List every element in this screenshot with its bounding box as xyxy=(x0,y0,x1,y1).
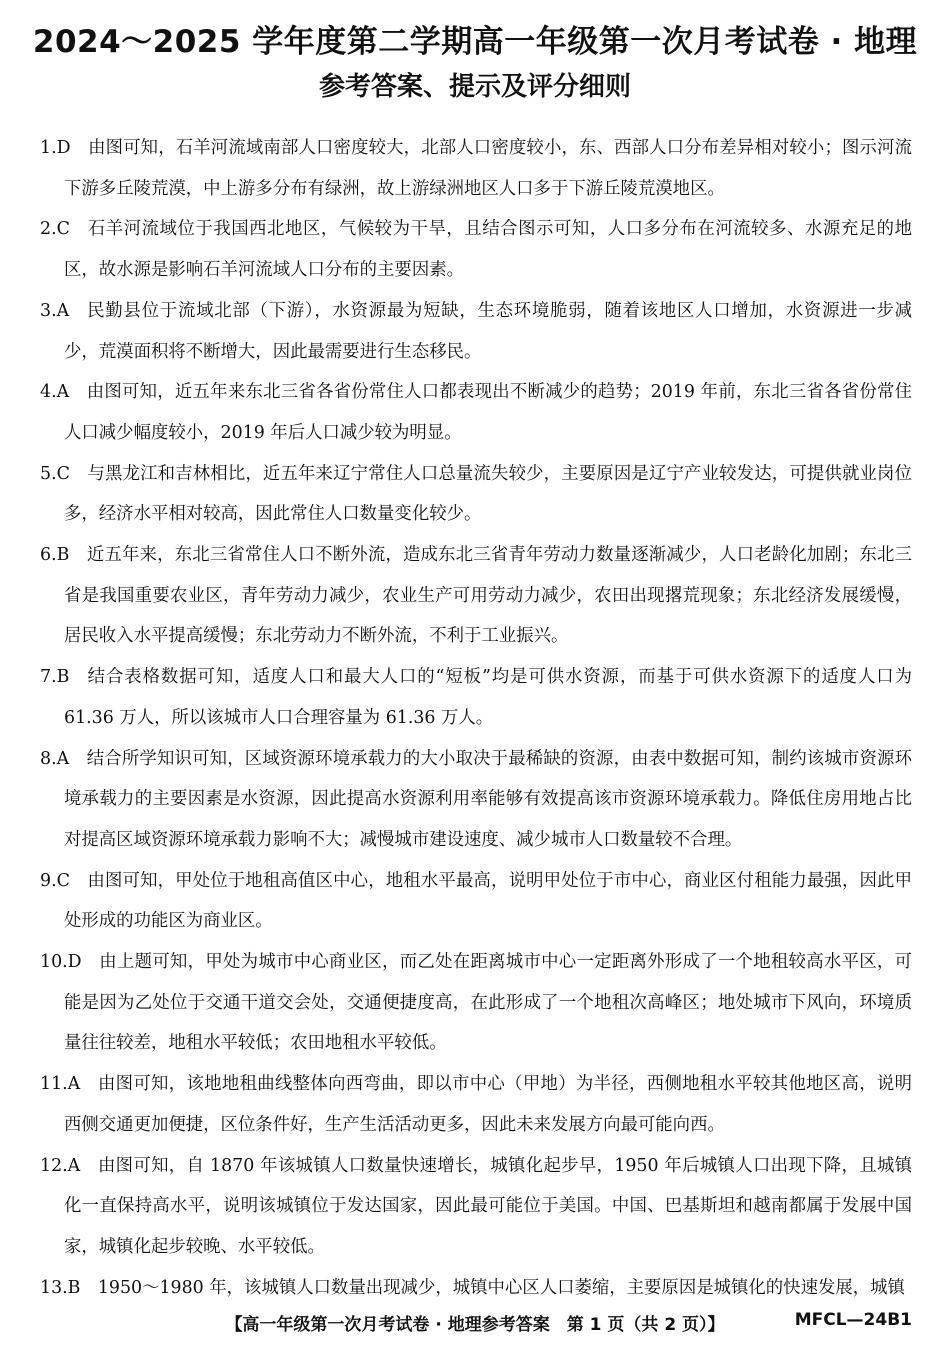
answer-list xyxy=(40,128,912,1308)
answer-item xyxy=(40,372,912,453)
answer-item xyxy=(40,209,912,290)
answer-item xyxy=(40,291,912,372)
answer-explanation: 由图可知，石羊河流域南部人口密度较大，北部人口密度较小，东、西部人口分布差异相对较小；图示河流下游多丘陵荒漠，中上游多分布有绿洲，故上游绿洲地区人口多于下游丘陵荒漠地区。 xyxy=(64,138,912,199)
answer-choice: A xyxy=(56,382,70,403)
answer-number: 4. xyxy=(40,382,57,403)
answer-number: 3. xyxy=(40,300,57,321)
answer-item xyxy=(40,1146,912,1268)
answer-choice: B xyxy=(56,545,70,566)
answer-number: 6. xyxy=(40,545,57,566)
answer-explanation: 石羊河流域位于我国西北地区，气候较为干旱，且结合图示可知，人口多分布在河流较多、水源充足的地区，故水源是影响石羊河流域人口分布的主要因素。 xyxy=(64,219,912,281)
answer-explanation: 1950～1980 年，该城镇人口数量出现减少，城镇中心区人口萎缩，主要原因是城镇化的快速发展，城镇 xyxy=(97,1277,905,1298)
answer-number: 7. xyxy=(40,667,57,688)
answer-explanation: 近五年来，东北三省常住人口不断外流，造成东北三省青年劳动力数量逐渐减少，人口老龄化加剧；东北三省是我国重要农业区，青年劳动力减少，农业生产可用劳动力减少，农田出现撂荒现象；东北经济发展缓慢，居民收入水平提高缓慢；东北劳动力不断外流，不利于工业振兴。 xyxy=(64,545,912,647)
answer-item xyxy=(40,1064,912,1145)
answer-number: 11. xyxy=(40,1074,68,1095)
page-title: 2024～2025 学年度第二学期高一年级第一次月考试卷 · 地理 xyxy=(32,24,918,60)
footer-code: MFCL—24B1 xyxy=(794,1310,912,1330)
answer-explanation: 由图可知，近五年来东北三省各省份常住人口都表现出不断减少的趋势；2019 年前，东北三省各省份常住人口减少幅度较小，2019 年后人口减少较为明显。 xyxy=(64,382,912,443)
answer-choice: A xyxy=(56,300,70,321)
answer-number: 9. xyxy=(40,870,57,891)
answer-number: 8. xyxy=(40,748,57,769)
answer-number: 5. xyxy=(40,463,57,484)
answer-number: 12. xyxy=(40,1155,68,1176)
answer-explanation: 由图可知，甲处位于地租高值区中心，地租水平最高，说明甲处位于市中心，商业区付租能力最强，因此甲处形成的功能区为商业区。 xyxy=(64,870,912,932)
answer-number: 2. xyxy=(40,219,57,240)
answer-choice: A xyxy=(67,1074,81,1095)
answer-item xyxy=(40,657,912,738)
page-footer xyxy=(0,1310,950,1340)
answer-item xyxy=(40,128,912,209)
answer-explanation: 结合所学知识可知，区域资源环境承载力的大小取决于最稀缺的资源，由表中数据可知，制约该城市资源环境承载力的主要因素是水资源，因此提高水资源利用率能够有效提高该市资源环境承载力。降低住房用地占比对提高区域资源环境承载力影响不大；减慢城市建设速度、减少城市人口数量较不合理。 xyxy=(64,748,912,850)
answer-choice: B xyxy=(56,667,70,688)
answer-number: 1. xyxy=(40,138,57,158)
answer-number: 13. xyxy=(40,1277,68,1298)
answer-item xyxy=(40,1268,912,1309)
answer-item xyxy=(40,942,912,1064)
answer-choice: A xyxy=(67,1155,81,1176)
answer-choice: A xyxy=(56,748,70,769)
answer-choice: B xyxy=(67,1277,81,1298)
page-subtitle: 参考答案、提示及评分细则 xyxy=(318,72,631,102)
answer-explanation: 与黑龙江和吉林相比，近五年来辽宁常住人口总量流失较少，主要原因是辽宁产业较发达，可提供就业岗位多，经济水平相对较高，因此常住人口数量变化较少。 xyxy=(64,463,912,525)
footer-page-info: 【高一年级第一次月考试卷 · 地理参考答案 第 1 页（共 2 页）】 xyxy=(225,1315,725,1335)
answer-number: 10. xyxy=(40,952,68,973)
answer-item xyxy=(40,861,912,942)
answer-item xyxy=(40,535,912,657)
answer-choice: C xyxy=(56,463,70,484)
answer-explanation: 由图可知，自 1870 年该城镇人口数量快速增长，城镇化起步早，1950 年后城镇人口出现下降，且城镇化一直保持高水平，说明该城镇位于发达国家，因此最可能位于美国。中国、巴基斯坦和越南都属于发展中国家，城镇化起步较晚、水平较低。 xyxy=(64,1155,912,1257)
answer-choice: D xyxy=(67,952,82,973)
answer-choice: C xyxy=(56,870,70,891)
answer-item xyxy=(40,454,912,535)
answer-explanation: 结合表格数据可知，适度人口和最大人口的“短板”均是可供水资源，而基于可供水资源下的适度人口为 61.36 万人，所以该城市人口合理容量为 61.36 万人。 xyxy=(64,667,912,728)
answer-explanation: 由上题可知，甲处为城市中心商业区，而乙处在距离城市中心一定距离外形成了一个地租较高水平区，可能是因为乙处位于交通干道交会处，交通便捷度高，在此形成了一个地租次高峰区；地处城市下风向，环境质量往往较差，地租水平较低；农田地租水平较低。 xyxy=(64,952,912,1054)
answer-choice: C xyxy=(56,219,70,240)
answer-explanation: 由图可知，该地地租曲线整体向西弯曲，即以市中心（甲地）为半径，西侧地租水平较其他地区高，说明西侧交通更加便捷，区位条件好，生产生活活动更多，因此未来发展方向最可能向西。 xyxy=(64,1074,912,1135)
answer-explanation: 民勤县位于流域北部（下游），水资源最为短缺，生态环境脆弱，随着该地区人口增加，水资源进一步减少，荒漠面积将不断增大，因此最需要进行生态移民。 xyxy=(64,300,912,362)
answer-choice: D xyxy=(56,138,71,158)
answer-item xyxy=(40,739,912,861)
